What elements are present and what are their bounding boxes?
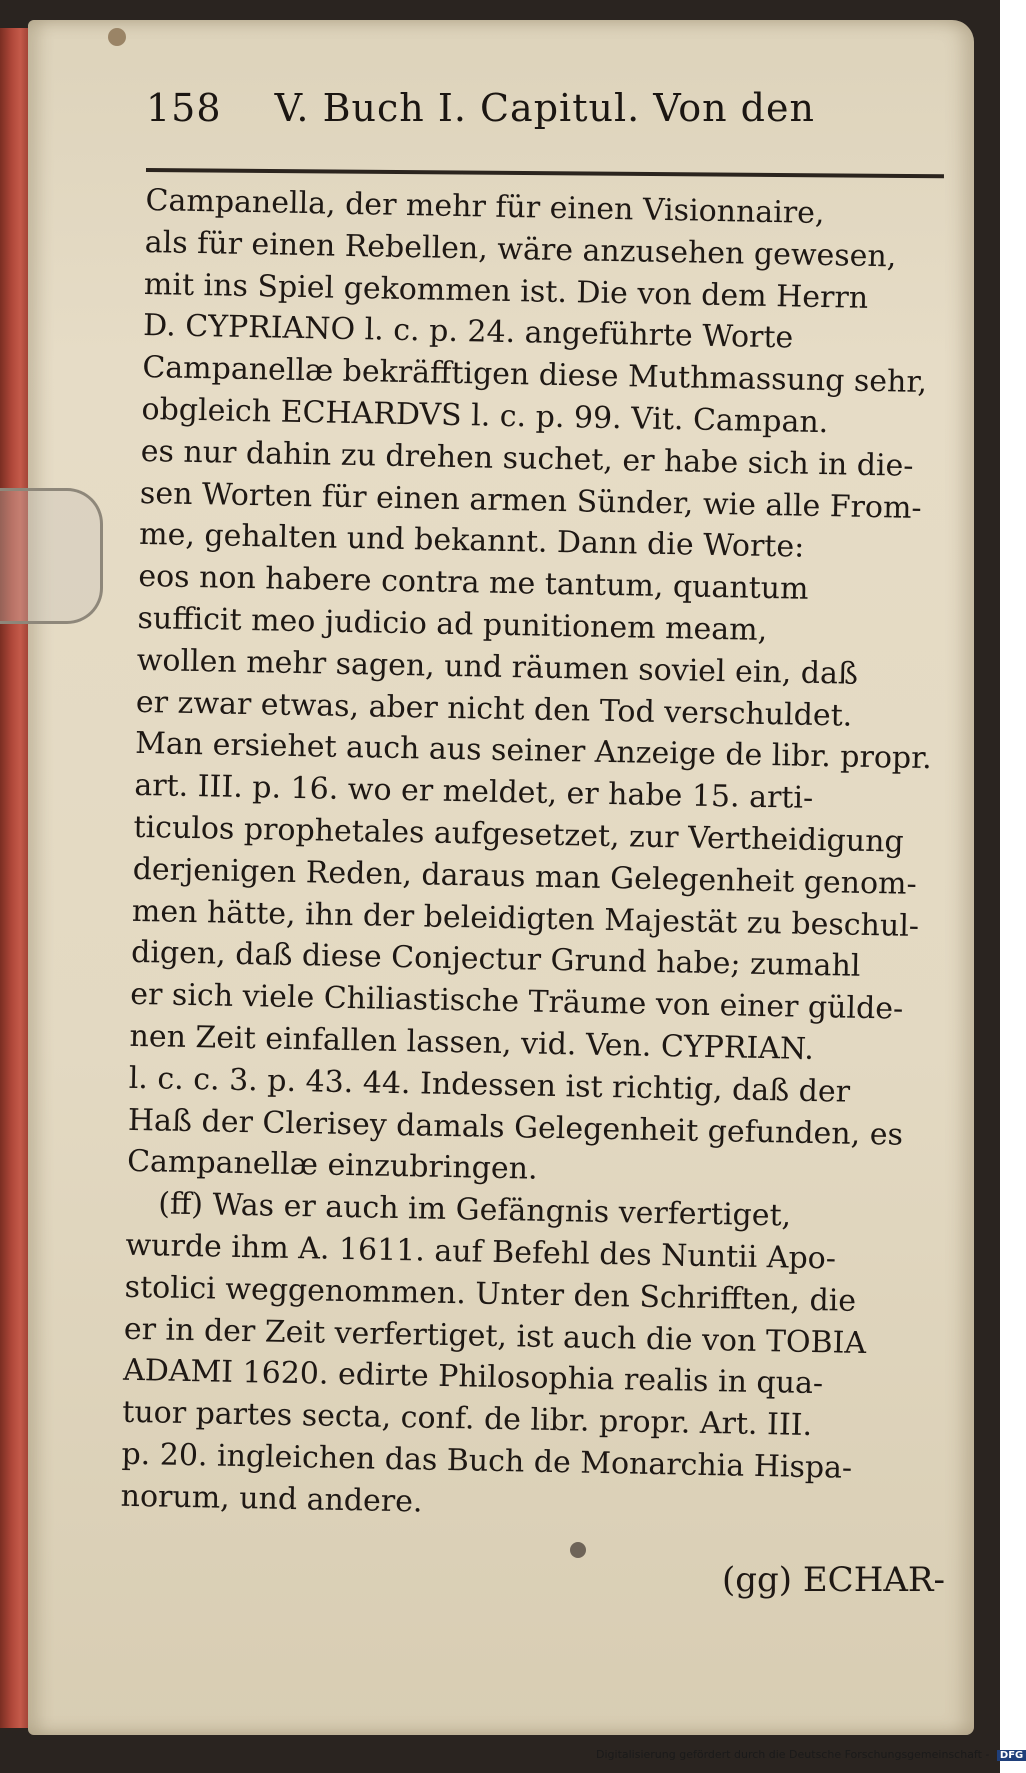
body-line: l. c. c. 3. p. 43. 44. Indessen ist richtig, daß der [128, 1060, 851, 1110]
note-line: er in der Zeit verfertiget, ist auch die von TOBIA [123, 1311, 867, 1361]
body-line: obgleich ECHARDVS l. c. p. 99. Vit. Campan. [141, 391, 829, 441]
body-line: digen, daß diese Conjectur Grund habe; zumahl [130, 935, 861, 985]
main-text-block [120, 180, 956, 1533]
body-line: Man ersiehet auch aus seiner Anzeige de libr. propr. [134, 726, 933, 777]
body-paragraph [127, 180, 956, 1198]
note-line: tuor partes secta, conf. de libr. propr. Art. III. [122, 1394, 813, 1444]
body-line: als für einen Rebellen, wäre anzusehen gewesen, [144, 224, 897, 275]
note-line: p. 20. ingleichen das Buch de Monarchia Hispa- [121, 1436, 853, 1486]
page-header [146, 86, 906, 148]
body-line: sufficit meo judicio ad punitionem meam, [137, 600, 768, 648]
note-line: wurde ihm A. 1611. auf Befehl des Nuntii Apo- [125, 1227, 837, 1277]
body-line: es nur dahin zu drehen suchet, er habe sich in die- [140, 433, 914, 484]
page-clip-holder [0, 488, 103, 624]
dfg-logo: DFG [997, 1750, 1026, 1761]
body-line: derjenigen Reden, daraus man Gelegenheit genom- [132, 851, 918, 902]
body-line: sen Worten für einen armen Sünder, wie alle From- [139, 475, 922, 526]
catchword: (gg) ECHAR- [722, 1560, 945, 1600]
page-number: 158 [146, 86, 222, 130]
body-line: art. III. p. 16. wo er meldet, er habe 15. arti- [134, 768, 814, 817]
body-line: wollen mehr sagen, und räumen soviel ein, daß [136, 642, 859, 692]
body-line: eos non habere contra me tantum, quantum [138, 559, 809, 607]
body-line: Haß der Clerisey damals Gelegenheit gefunden, es [127, 1102, 904, 1153]
body-line: ticulos prophetales aufgesetzet, zur Vertheidigung [133, 809, 904, 860]
footnote-ff [120, 1183, 936, 1533]
body-line: Campanellæ bekräfftigen diese Muthmassung sehr, [142, 350, 928, 401]
note-line: stolici weggenommen. Unter den Schrifften, die [124, 1269, 857, 1319]
body-line: D. CYPRIANO l. c. p. 24. angeführte Worte [142, 308, 794, 356]
body-line: er zwar etwas, aber nicht den Tod verschuldet. [135, 684, 853, 734]
ink-dot [570, 1542, 586, 1558]
body-line: mit ins Spiel gekommen ist. Die von dem Herrn [143, 266, 869, 316]
body-line: er sich viele Chiliastische Träume von einer gülde- [130, 976, 904, 1027]
note-line: norum, und andere. [120, 1478, 423, 1520]
body-line: me, gehalten und bekannt. Dann die Worte: [138, 517, 805, 566]
note-line: (ff) Was er auch im Gefängnis verfertiget, [158, 1186, 792, 1234]
body-line: men hätte, ihn der beleidigten Majestät zu beschul- [131, 893, 920, 944]
note-line: ADAMI 1620. edirte Philosophia realis in qua- [122, 1353, 824, 1402]
body-line: Campanellæ einzubringen. [126, 1144, 538, 1188]
running-title: V. Buch I. Capitul. Von den [274, 86, 815, 130]
body-line: Campanella, der mehr für einen Visionnaire, [145, 182, 825, 232]
body-line: nen Zeit einfallen lassen, vid. Ven. CYPRIAN. [129, 1018, 815, 1067]
page-stain-mark [108, 28, 126, 46]
digitization-credit [596, 1748, 1024, 1761]
credit-text: Digitalisierung gefördert durch die Deutsche Forschungsgemeinschaft - [596, 1748, 990, 1761]
